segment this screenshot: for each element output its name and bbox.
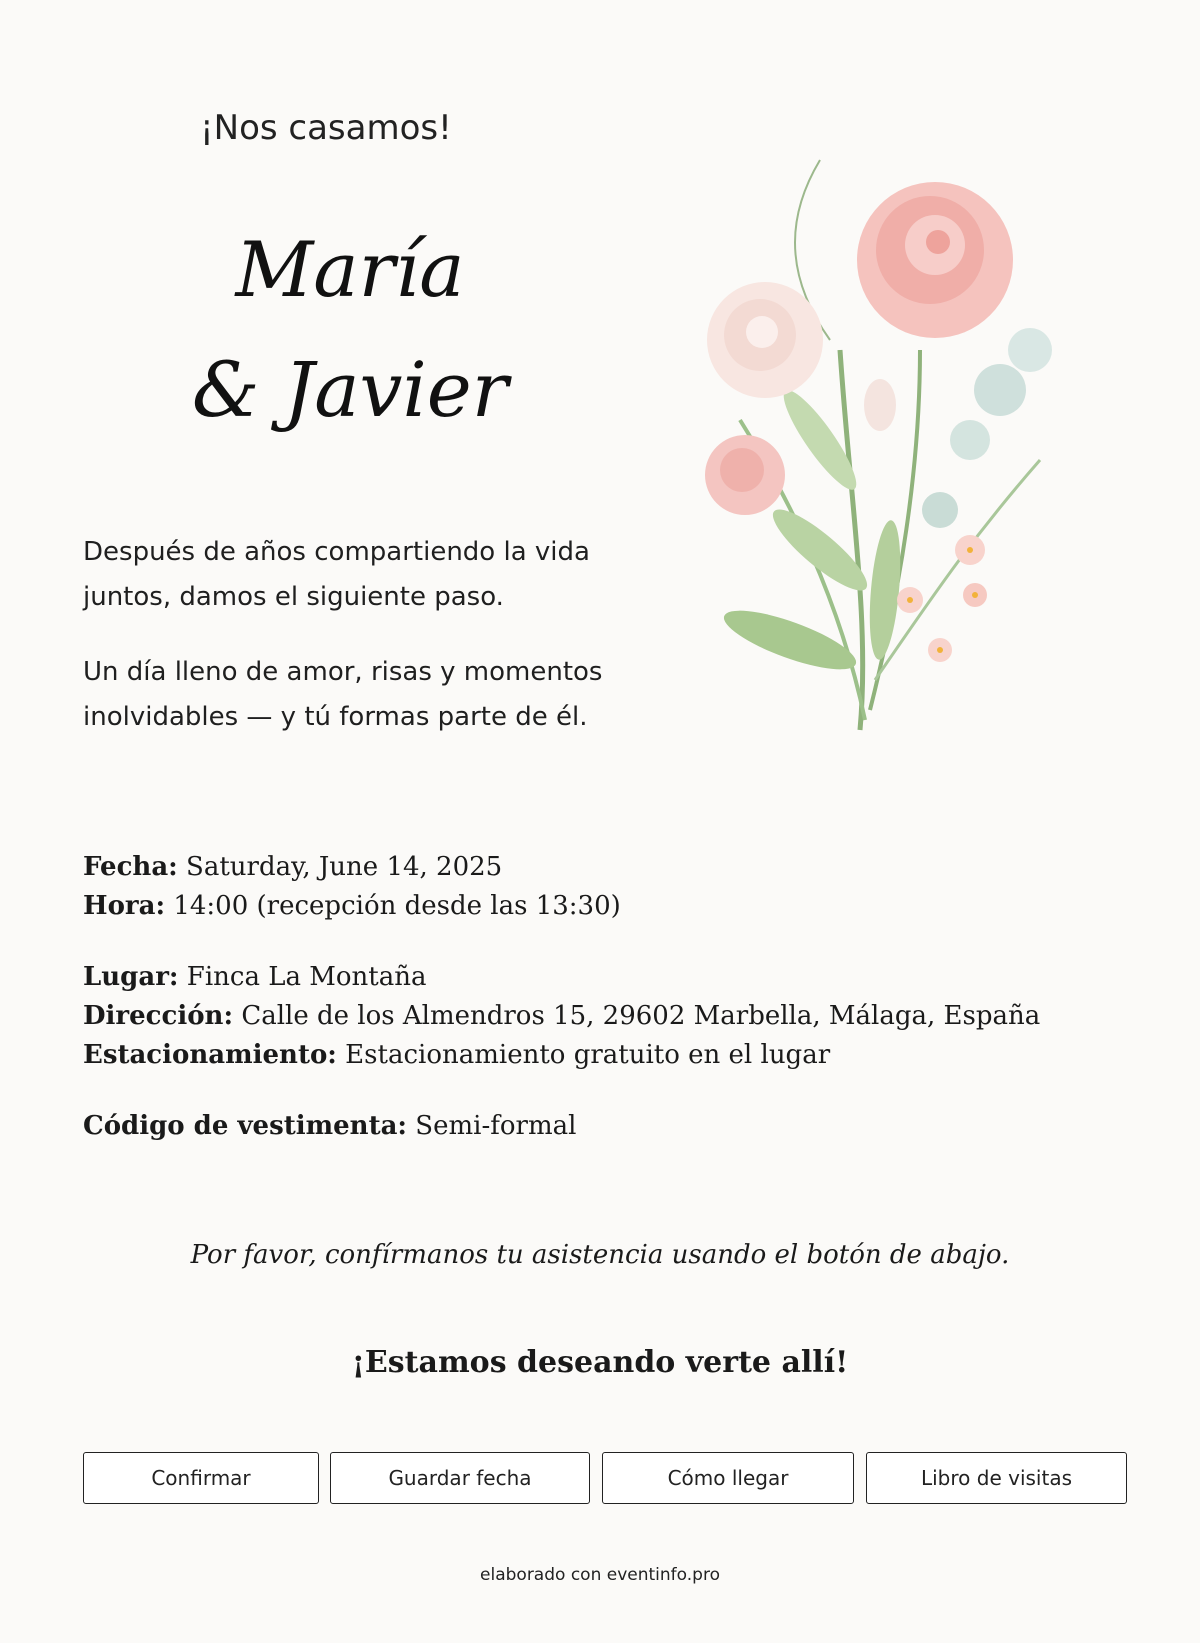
parking-label: Estacionamiento: [83,1040,337,1070]
guestbook-button[interactable]: Libro de visitas [866,1452,1127,1504]
date-row [83,848,1133,887]
dress-code-value: Semi-formal [415,1111,577,1141]
intro-paragraph-2: Un día lleno de amor, risas y momentos inolvidables — y tú formas parte de él. [83,657,603,732]
time-label: Hora: [83,891,166,921]
venue-value: Finca La Montaña [186,962,427,992]
directions-button[interactable]: Cómo llegar [602,1452,854,1504]
parking-value: Estacionamiento gratuito en el lugar [345,1040,831,1070]
confirm-button[interactable]: Confirmar [83,1452,319,1504]
closing-message: ¡Estamos deseando verte allí! [351,1345,849,1380]
address-label: Dirección: [83,1001,234,1031]
couple-names [180,220,520,460]
groom-name: & Javier [191,345,509,434]
venue-label: Lugar: [83,962,179,992]
date-label: Fecha: [83,852,178,882]
rsvp-note: Por favor, confírmanos tu asistencia usando el botón de abajo. [190,1240,1010,1270]
intro-text [83,530,603,770]
dress-code-label: Código de vestimenta: [83,1111,408,1141]
footer-credit[interactable]: elaborado con eventinfo.pro [480,1565,720,1585]
time-value: 14:00 (recepción desde las 13:30) [173,891,621,921]
bride-name: María [235,225,465,314]
floral-bouquet-illustration [670,120,1130,770]
save-date-button[interactable]: Guardar fecha [330,1452,590,1504]
date-value: Saturday, June 14, 2025 [186,852,503,882]
address-row [83,997,1133,1036]
intro-paragraph-1: Después de años compartiendo la vida juntos, damos el siguiente paso. [83,537,590,612]
action-buttons [83,1452,1127,1506]
parking-row [83,1036,1133,1075]
event-details [83,848,1133,1178]
invitation-tagline: ¡Nos casamos! [200,108,452,148]
address-value: Calle de los Almendros 15, 29602 Marbella, Málaga, España [241,1001,1041,1031]
time-row [83,887,1133,926]
venue-row [83,958,1133,997]
dress-code-row [83,1107,1133,1146]
